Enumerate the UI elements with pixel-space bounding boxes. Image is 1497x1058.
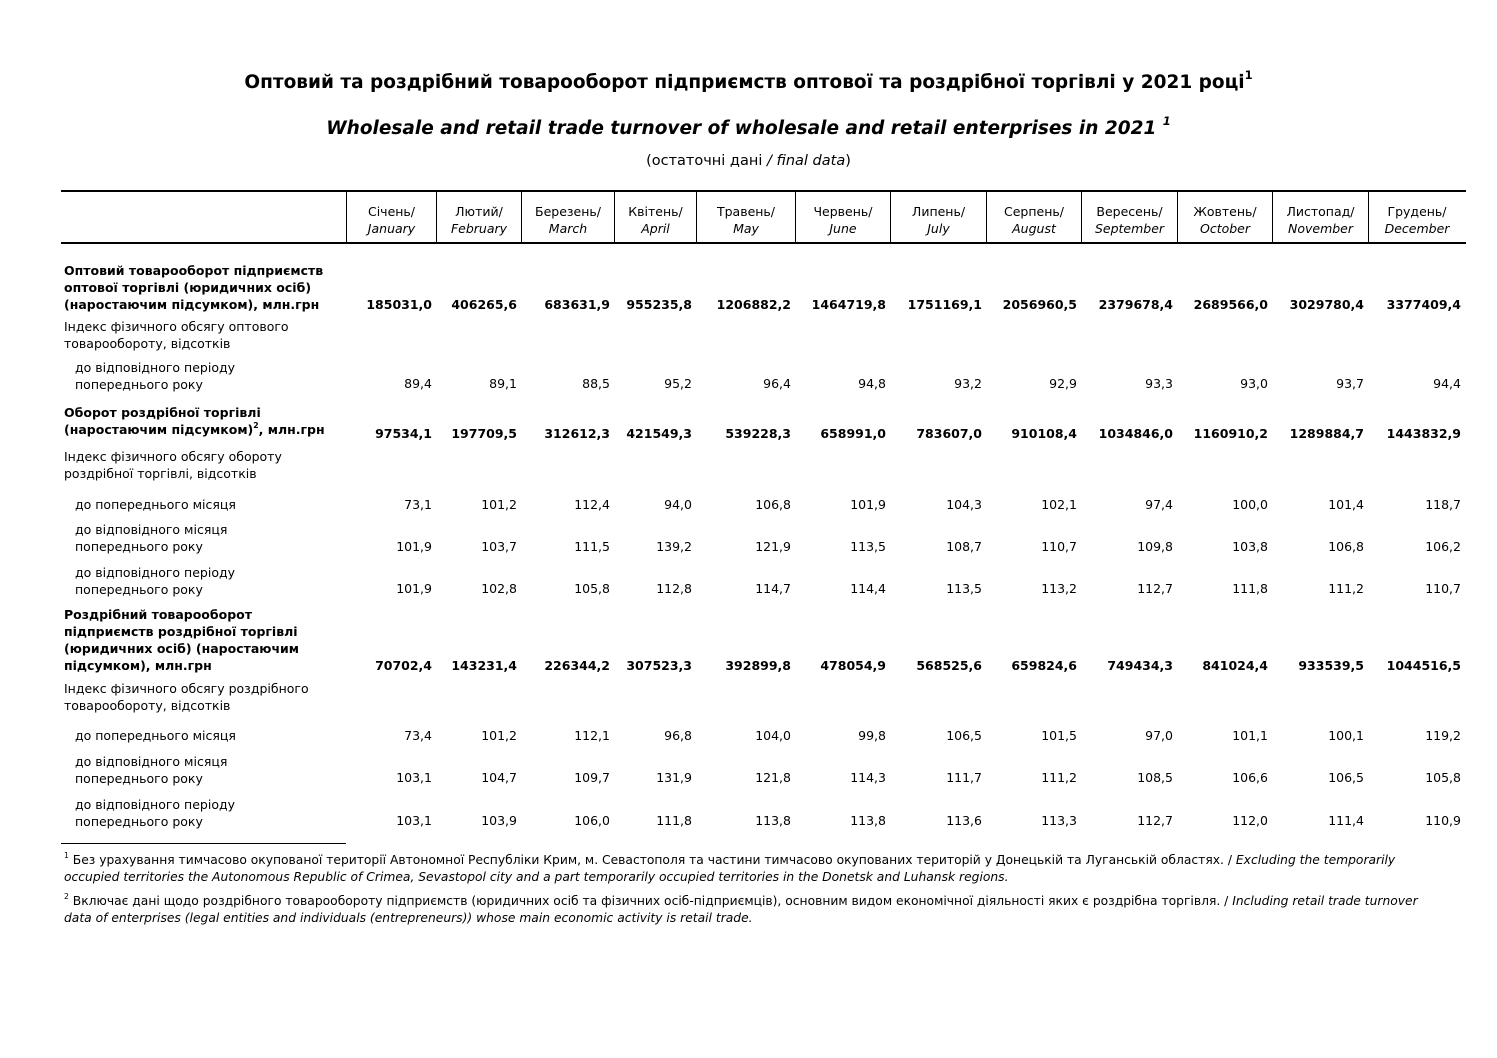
table-cell: 406265,6 bbox=[451, 297, 517, 312]
footnote-2 bbox=[64, 893, 1444, 927]
row-label: до відповідного періоду попереднього року bbox=[75, 797, 236, 829]
table-cell: 112,4 bbox=[574, 497, 610, 512]
table-cell: 109,8 bbox=[1137, 539, 1173, 554]
table-cell: 539228,3 bbox=[725, 426, 791, 441]
table-row bbox=[0, 538, 1497, 555]
table-cell: 104,7 bbox=[481, 770, 517, 785]
footnote-2-text-en: Including retail trade turnover data of enterprises (legal entities and individuals (entrepreneurs)) whose main economic activity is retail trade. bbox=[64, 894, 1418, 925]
table-cell: 99,8 bbox=[858, 728, 886, 743]
table-cell: 392899,8 bbox=[725, 658, 791, 673]
row-label: до попереднього місяця bbox=[75, 728, 236, 743]
footnote-1-text-en: Excluding the temporarily occupied territories the Autonomous Republic of Crimea, Sevastopol city and a part temporarily occupied territories in the Donetsk and Luhansk regions. bbox=[64, 853, 1396, 884]
table-cell: 110,9 bbox=[1425, 813, 1461, 828]
table-cell: 113,8 bbox=[755, 813, 791, 828]
month-name-ua: Червень/ bbox=[813, 204, 873, 219]
title-en-footnote-ref: 1 bbox=[1162, 114, 1171, 129]
table-cell: 92,9 bbox=[1049, 376, 1077, 391]
table-cell: 568525,6 bbox=[916, 658, 982, 673]
table-cell: 106,5 bbox=[946, 728, 982, 743]
row-label: до відповідного періоду попереднього року bbox=[75, 360, 236, 392]
month-name-ua: Січень/ bbox=[367, 204, 416, 219]
month-name-ua: Серпень/ bbox=[1004, 204, 1064, 219]
table-cell: 421549,3 bbox=[626, 426, 692, 441]
table-top-rule bbox=[61, 190, 1466, 192]
month-name-en: March bbox=[548, 221, 588, 236]
table-cell: 95,2 bbox=[664, 376, 692, 391]
table-row bbox=[0, 727, 1497, 744]
table-cell: 94,0 bbox=[664, 497, 692, 512]
row-label: Індекс фізичного обсягу обороту роздрібної торгівлі, відсотків bbox=[64, 449, 282, 481]
table-cell: 105,8 bbox=[574, 581, 610, 596]
table-cell: 100,0 bbox=[1232, 497, 1268, 512]
table-cell: 97534,1 bbox=[375, 426, 432, 441]
month-name-ua: Лютий/ bbox=[455, 204, 503, 219]
table-header-rule bbox=[61, 242, 1466, 244]
table-row bbox=[0, 657, 1497, 674]
table-cell: 94,4 bbox=[1433, 376, 1461, 391]
row-label: до попереднього місяця bbox=[75, 497, 236, 512]
table-cell: 100,1 bbox=[1328, 728, 1364, 743]
table-cell: 121,9 bbox=[755, 539, 791, 554]
table-cell: 96,8 bbox=[664, 728, 692, 743]
table-cell: 114,3 bbox=[850, 770, 886, 785]
table-cell: 1034846,0 bbox=[1098, 426, 1173, 441]
table-cell: 3377409,4 bbox=[1386, 297, 1461, 312]
table-cell: 910108,4 bbox=[1011, 426, 1077, 441]
month-name-ua: Травень/ bbox=[716, 204, 776, 219]
page-title-ua: Оптовий та роздрібний товарооборот підприємств оптової та роздрібної торгівлі у 2021 році$^1$ bbox=[244, 68, 1253, 93]
table-cell: 3029780,4 bbox=[1289, 297, 1364, 312]
month-name-en: May bbox=[733, 221, 759, 236]
table-cell: 955235,8 bbox=[626, 297, 692, 312]
month-name-en: July bbox=[927, 221, 950, 236]
table-cell: 312612,3 bbox=[544, 426, 610, 441]
table-cell: 93,2 bbox=[954, 376, 982, 391]
table-cell: 1751169,1 bbox=[907, 297, 982, 312]
month-name-en: August bbox=[1012, 221, 1056, 236]
table-cell: 113,3 bbox=[1041, 813, 1077, 828]
table-cell: 89,1 bbox=[489, 376, 517, 391]
table-cell: 119,2 bbox=[1425, 728, 1461, 743]
table-cell: 93,0 bbox=[1240, 376, 1268, 391]
table-cell: 70702,4 bbox=[375, 658, 432, 673]
month-name-ua: Березень/ bbox=[535, 204, 601, 219]
table-cell: 109,7 bbox=[574, 770, 610, 785]
table-cell: 2056960,5 bbox=[1002, 297, 1077, 312]
month-name-en: June bbox=[829, 221, 857, 236]
footnote-1-number: 1 bbox=[64, 850, 69, 860]
table-cell: 101,5 bbox=[1041, 728, 1077, 743]
table-cell: 121,8 bbox=[755, 770, 791, 785]
table-cell: 226344,2 bbox=[544, 658, 610, 673]
column-header-month bbox=[437, 203, 521, 237]
row-label: до відповідного місяця попереднього року bbox=[75, 522, 228, 554]
table-cell: 113,5 bbox=[850, 539, 886, 554]
row-label-footnote-ref: 2 bbox=[253, 420, 259, 430]
table-cell: 112,7 bbox=[1137, 581, 1173, 596]
table-cell: 113,8 bbox=[850, 813, 886, 828]
table-cell: 105,8 bbox=[1425, 770, 1461, 785]
table-cell: 1464719,8 bbox=[811, 297, 886, 312]
month-name-en: October bbox=[1199, 221, 1251, 236]
row-label: до відповідного місяця попереднього року bbox=[75, 754, 228, 786]
column-header-month bbox=[522, 203, 614, 237]
table-row bbox=[0, 769, 1497, 786]
footnote-1 bbox=[64, 852, 1444, 886]
table-cell: 106,0 bbox=[574, 813, 610, 828]
table-cell: 1443832,9 bbox=[1386, 426, 1461, 441]
table-cell: 88,5 bbox=[582, 376, 610, 391]
month-name-en: April bbox=[641, 221, 670, 236]
table-cell: 307523,3 bbox=[626, 658, 692, 673]
table-cell: 101,2 bbox=[481, 728, 517, 743]
page-subtitle: (остаточні дані / final data) bbox=[646, 153, 851, 169]
column-header-month bbox=[1369, 203, 1465, 237]
table-cell: 106,8 bbox=[1328, 539, 1364, 554]
column-header-month bbox=[891, 203, 986, 237]
table-cell: 139,2 bbox=[656, 539, 692, 554]
table-cell: 103,9 bbox=[481, 813, 517, 828]
table-row bbox=[0, 425, 1497, 442]
table-cell: 112,7 bbox=[1137, 813, 1173, 828]
table-cell: 114,4 bbox=[850, 581, 886, 596]
table-row bbox=[0, 375, 1497, 392]
row-label: Оптовий товарооборот підприємств оптової торгівлі (юридичних осіб) (наростаючим підсумком), млн.грн bbox=[64, 263, 324, 312]
table-cell: 104,0 bbox=[755, 728, 791, 743]
table-cell: 2689566,0 bbox=[1193, 297, 1268, 312]
table-cell: 113,5 bbox=[946, 581, 982, 596]
month-name-en: January bbox=[367, 221, 416, 236]
column-header-month bbox=[1082, 203, 1177, 237]
table-cell: 112,0 bbox=[1232, 813, 1268, 828]
column-header-month bbox=[615, 203, 696, 237]
table-cell: 108,5 bbox=[1137, 770, 1173, 785]
table-cell: 101,9 bbox=[850, 497, 886, 512]
table-cell: 102,1 bbox=[1041, 497, 1077, 512]
table-row bbox=[0, 580, 1497, 597]
table-cell: 93,3 bbox=[1145, 376, 1173, 391]
table-cell: 104,3 bbox=[946, 497, 982, 512]
month-name-en: September bbox=[1094, 221, 1165, 236]
row-label: Оборот роздрібної торгівлі (наростаючим підсумком)$^2$, млн.грн bbox=[64, 405, 325, 437]
table-cell: 94,8 bbox=[858, 376, 886, 391]
table-cell: 103,8 bbox=[1232, 539, 1268, 554]
table-cell: 113,2 bbox=[1041, 581, 1077, 596]
month-name-ua: Грудень/ bbox=[1387, 204, 1447, 219]
table-cell: 478054,9 bbox=[820, 658, 886, 673]
table-cell: 111,8 bbox=[1232, 581, 1268, 596]
table-cell: 93,7 bbox=[1336, 376, 1364, 391]
table-cell: 89,4 bbox=[404, 376, 432, 391]
table-cell: 143231,4 bbox=[451, 658, 517, 673]
month-name-en: November bbox=[1287, 221, 1354, 236]
month-name-ua: Квітень/ bbox=[628, 204, 683, 219]
table-cell: 1289884,7 bbox=[1289, 426, 1364, 441]
month-name-en: February bbox=[450, 221, 508, 236]
table-cell: 108,7 bbox=[946, 539, 982, 554]
table-cell: 1160910,2 bbox=[1193, 426, 1268, 441]
table-cell: 933539,5 bbox=[1298, 658, 1364, 673]
table-cell: 185031,0 bbox=[366, 297, 432, 312]
table-cell: 106,5 bbox=[1328, 770, 1364, 785]
table-cell: 103,1 bbox=[396, 813, 432, 828]
table-cell: 101,2 bbox=[481, 497, 517, 512]
table-cell: 106,8 bbox=[755, 497, 791, 512]
table-cell: 112,1 bbox=[574, 728, 610, 743]
table-cell: 101,1 bbox=[1232, 728, 1268, 743]
table-cell: 110,7 bbox=[1425, 581, 1461, 596]
table-cell: 659824,6 bbox=[1011, 658, 1077, 673]
table-row bbox=[0, 296, 1497, 313]
table-cell: 96,4 bbox=[763, 376, 791, 391]
table-cell: 111,5 bbox=[574, 539, 610, 554]
column-header-month bbox=[987, 203, 1081, 237]
column-header-month bbox=[347, 203, 436, 237]
table-cell: 97,0 bbox=[1145, 728, 1173, 743]
column-header-month bbox=[1178, 203, 1272, 237]
footnote-1-text-ua: Без урахування тимчасово окупованої території Автономної Республіки Крим, м. Севастополя та частини тимчасово окупованих територій у Донецькій та Луганській областях. / bbox=[72, 853, 1232, 867]
table-cell: 102,8 bbox=[481, 581, 517, 596]
column-header-month bbox=[697, 203, 795, 237]
row-label: Індекс фізичного обсягу оптового товарообороту, відсотків bbox=[64, 319, 289, 351]
column-header-month bbox=[796, 203, 890, 237]
table-cell: 1044516,5 bbox=[1386, 658, 1461, 673]
footnote-rule bbox=[61, 843, 346, 844]
table-cell: 106,2 bbox=[1425, 539, 1461, 554]
table-cell: 106,6 bbox=[1232, 770, 1268, 785]
table-cell: 749434,3 bbox=[1107, 658, 1173, 673]
table-row bbox=[0, 496, 1497, 513]
table-cell: 101,9 bbox=[396, 539, 432, 554]
table-cell: 841024,4 bbox=[1202, 658, 1268, 673]
table-cell: 112,8 bbox=[656, 581, 692, 596]
table-cell: 113,6 bbox=[946, 813, 982, 828]
month-name-ua: Вересень/ bbox=[1096, 204, 1163, 219]
table-cell: 683631,9 bbox=[544, 297, 610, 312]
table-cell: 2379678,4 bbox=[1098, 297, 1173, 312]
table-cell: 73,1 bbox=[404, 497, 432, 512]
page-title-en: Wholesale and retail trade turnover of wholesale and retail enterprises in 2021 $^1$ bbox=[326, 114, 1171, 139]
table-cell: 101,9 bbox=[396, 581, 432, 596]
table-cell: 103,7 bbox=[481, 539, 517, 554]
row-label: до відповідного періоду попереднього року bbox=[75, 565, 236, 597]
table-cell: 110,7 bbox=[1041, 539, 1077, 554]
table-cell: 783607,0 bbox=[916, 426, 982, 441]
column-header-month bbox=[1273, 203, 1368, 237]
table-cell: 111,4 bbox=[1328, 813, 1364, 828]
table-cell: 658991,0 bbox=[820, 426, 886, 441]
table-cell: 101,4 bbox=[1328, 497, 1364, 512]
row-label: Роздрібний товарооборот підприємств роздрібної торгівлі (юридичних осіб) (наростаючим підсумком), млн.грн bbox=[64, 607, 300, 673]
row-label: Індекс фізичного обсягу роздрібного товарообороту, відсотків bbox=[64, 681, 309, 713]
month-name-ua: Листопад/ bbox=[1286, 204, 1355, 219]
footnote-2-text-ua: Включає дані щодо роздрібного товарообороту підприємств (юридичних осіб та фізичних осіб-підприємців), основним видом економічної діяльності яких є роздрібна торгівля. / bbox=[72, 894, 1229, 908]
table-cell: 111,7 bbox=[946, 770, 982, 785]
table-cell: 111,8 bbox=[656, 813, 692, 828]
month-name-ua: Липень/ bbox=[911, 204, 966, 219]
footnote-2-number: 2 bbox=[64, 891, 69, 901]
table-cell: 118,7 bbox=[1425, 497, 1461, 512]
table-cell: 97,4 bbox=[1145, 497, 1173, 512]
table-cell: 114,7 bbox=[755, 581, 791, 596]
table-cell: 103,1 bbox=[396, 770, 432, 785]
table-cell: 73,4 bbox=[404, 728, 432, 743]
table-row bbox=[0, 812, 1497, 829]
month-name-en: December bbox=[1384, 221, 1450, 236]
table-cell: 131,9 bbox=[656, 770, 692, 785]
table-cell: 197709,5 bbox=[451, 426, 517, 441]
table-cell: 1206882,2 bbox=[716, 297, 791, 312]
title-ua-footnote-ref: 1 bbox=[1244, 68, 1253, 83]
table-cell: 111,2 bbox=[1041, 770, 1077, 785]
month-name-ua: Жовтень/ bbox=[1193, 204, 1257, 219]
table-cell: 111,2 bbox=[1328, 581, 1364, 596]
